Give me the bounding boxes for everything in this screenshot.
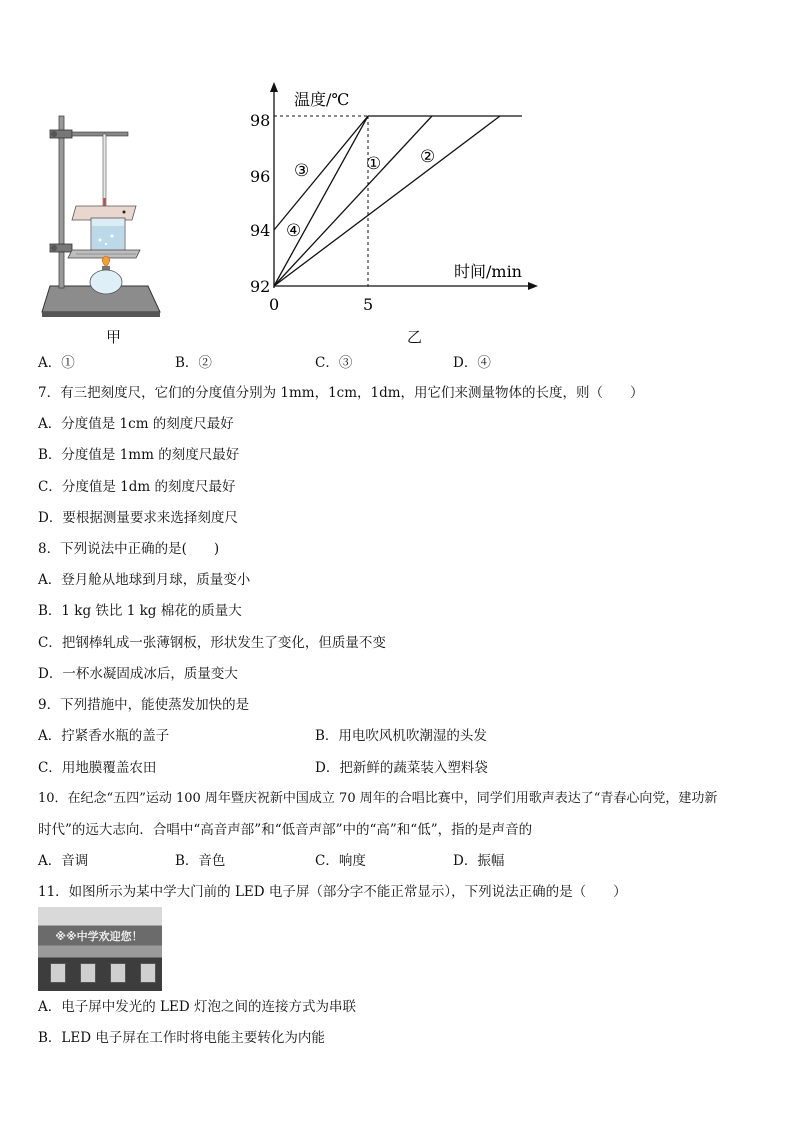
temperature-time-graph: [240, 78, 550, 318]
q11-stem: 11．如图所示为某中学大门前的 LED 电子屏（部分字不能正常显示），下列说法正确的是（ ）: [38, 884, 627, 900]
curve-label-3: ③: [294, 161, 310, 181]
x-axis-label: 时间/min: [454, 262, 522, 281]
y-axis-label: 温度/℃: [294, 90, 350, 109]
q7-stem: 7．有三把刻度尺，它们的分度值分别为 1mm，1cm，1dm，用它们来测量物体的长度，则（ ）: [38, 385, 644, 401]
q11-option-b: B．LED 电子屏在工作时将电能主要转化为内能: [38, 1030, 325, 1046]
q10-option-d: D．振幅: [453, 853, 505, 869]
q10-stem-line2: 时代”的远大志向．合唱中“高音声部”和“低音声部”中的“高”和“低”，指的是声音的: [38, 822, 533, 838]
q10-option-c: C．响度: [315, 853, 366, 869]
graph-label: 乙: [407, 328, 423, 346]
curve-label-2: ②: [420, 147, 436, 167]
y-tick-98: 98: [250, 111, 271, 130]
q8-option-a: A．登月舱从地球到月球，质量变小: [38, 572, 251, 588]
q6-option-a: A．①: [38, 355, 75, 371]
q6-option-d: D．④: [453, 355, 491, 371]
q7-option-c: C．分度值是 1dm 的刻度尺最好: [38, 479, 236, 495]
q9-stem: 9．下列措施中，能使蒸发加快的是: [38, 697, 250, 713]
q10-stem-line1: 10．在纪念“五四”运动 100 周年暨庆祝新中国成立 70 周年的合唱比赛中，同学们用歌声表达了“青春心向党，建功新: [38, 791, 718, 806]
y-tick-94: 94: [250, 221, 271, 240]
q10-option-b: B．音色: [175, 853, 226, 869]
x-tick-5: 5: [363, 295, 374, 314]
curve-label-1: ①: [366, 154, 382, 174]
q6-option-c: C．③: [315, 355, 353, 371]
q7-option-b: B．分度值是 1mm 的刻度尺最好: [38, 447, 240, 463]
q8-stem: 8．下列说法中正确的是( ): [38, 541, 220, 557]
curve-label-4: ④: [286, 221, 302, 241]
x-tick-0: 0: [269, 295, 280, 314]
curve-2: [274, 116, 500, 286]
q9-option-b: B．用电吹风机吹潮湿的头发: [315, 728, 487, 744]
q8-option-c: C．把钢棒轧成一张薄钢板，形状发生了变化，但质量不变: [38, 635, 386, 651]
y-axis-arrow: [270, 82, 278, 92]
q10-option-a: A．音调: [38, 853, 89, 869]
q6-option-b: B．②: [175, 355, 212, 371]
apparatus-figure: [36, 108, 166, 323]
y-tick-92: 92: [250, 277, 271, 296]
curve-3: [274, 116, 368, 230]
q9-option-a: A．拧紧香水瓶的盖子: [38, 728, 170, 744]
q11-option-a: A．电子屏中发光的 LED 灯泡之间的连接方式为串联: [38, 999, 356, 1015]
q7-option-a: A．分度值是 1cm 的刻度尺最好: [38, 416, 234, 432]
curve-4: [274, 116, 368, 286]
q9-option-d: D．把新鲜的蔬菜装入塑料袋: [315, 760, 488, 776]
led-screen-sign: ※※中学欢迎您！: [55, 930, 143, 943]
apparatus-label: 甲: [106, 328, 122, 346]
q8-option-b: B．1 kg 铁比 1 kg 棉花的质量大: [38, 603, 242, 619]
q7-option-d: D．要根据测量要求来选择刻度尺: [38, 510, 238, 526]
x-axis-arrow: [528, 282, 538, 290]
q9-option-c: C．用地膜覆盖农田: [38, 760, 157, 776]
led-screen-photo: [38, 907, 162, 991]
y-tick-96: 96: [250, 167, 271, 186]
q8-option-d: D．一杯水凝固成冰后，质量变大: [38, 666, 238, 682]
